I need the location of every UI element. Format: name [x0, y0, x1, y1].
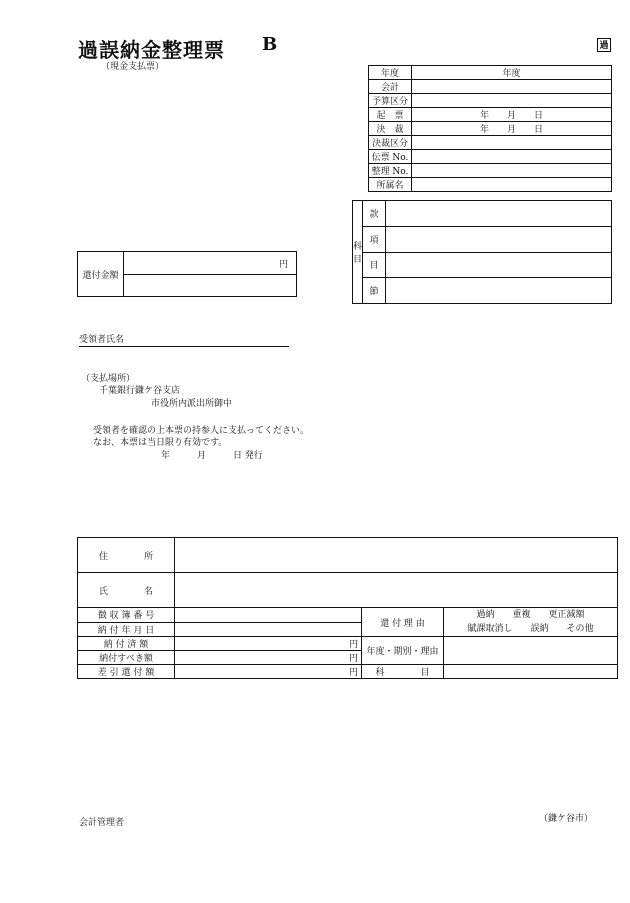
paid-amount-label: 納 付 済 額: [78, 637, 175, 651]
refund-unit: 円: [278, 260, 288, 270]
city-name: （鎌ケ谷市）: [539, 814, 594, 824]
form-type: B: [262, 34, 278, 55]
info-row: [369, 122, 612, 136]
recipient-label: 受領者氏名: [79, 335, 125, 345]
info-value: [412, 150, 612, 164]
yen-unit: 円: [348, 640, 358, 650]
yen-unit: 円: [348, 654, 358, 664]
info-row: [369, 164, 612, 178]
refund-reasons-line-2: 賦課取消し 誤納 その他: [467, 624, 594, 634]
info-label: 予算区分: [369, 94, 412, 108]
info-label: 決 裁: [369, 122, 412, 136]
due-amount-label: 納付すべき額: [78, 651, 175, 665]
paid-date-label: 納 付 年 月 日: [78, 622, 175, 637]
yen-unit: 円: [348, 668, 358, 678]
info-value: [412, 136, 612, 150]
address-label: 住 所: [78, 538, 175, 573]
info-value: [412, 164, 612, 178]
subject-label: 科 目: [362, 665, 444, 679]
recipient-name-line: [79, 332, 289, 347]
name-label: 氏 名: [78, 573, 175, 608]
refund-amount-value: [175, 665, 362, 679]
refund-amount-box: [77, 251, 297, 297]
refund-amount-label: 還付金額: [78, 252, 124, 296]
refund-reason-label: 還 付 理 由: [362, 608, 444, 637]
info-value: 年 月 日: [412, 122, 612, 136]
subject-row-value: [386, 278, 612, 304]
refund-divider: [123, 274, 296, 275]
info-label: 年度: [369, 66, 412, 80]
issue-date-line: 年 月 日 発行: [161, 451, 263, 461]
period-value: [444, 637, 618, 665]
info-label: 整理 No.: [369, 164, 412, 178]
info-row: [369, 108, 612, 122]
info-row: [369, 178, 612, 192]
info-value: [412, 178, 612, 192]
info-value: 年 月 日: [412, 108, 612, 122]
info-value: 年度: [412, 66, 612, 80]
payment-note-1: 受領者を確認の上本票の持参人に支払ってください。: [93, 426, 310, 436]
period-label: 年度・期別・理由: [362, 637, 444, 665]
payment-branch: 市役所内派出所御中: [151, 399, 233, 409]
info-row: [369, 136, 612, 150]
subject-row-value: [386, 252, 612, 278]
name-value: [175, 573, 618, 608]
refund-detail-table: [77, 537, 618, 679]
subject-row-label: 項: [363, 226, 386, 252]
collection-no-label: 徴 収 簿 番 号: [78, 608, 175, 623]
info-label: 決裁区分: [369, 136, 412, 150]
paid-amount-value: [175, 637, 362, 651]
subject-row-label: 節: [363, 278, 386, 304]
subject-side-top: 科: [353, 201, 363, 253]
collection-no-value: [175, 608, 362, 623]
info-table: [368, 65, 612, 192]
subject-row-value: [386, 201, 612, 227]
payment-place-label: （支払場所）: [81, 374, 136, 384]
info-label: 会計: [369, 80, 412, 94]
info-row: [369, 66, 612, 80]
subject-side-bottom: 目: [353, 252, 363, 304]
paid-date-value: [175, 622, 362, 637]
refund-amount-label-2: 差 引 還 付 額: [78, 665, 175, 679]
info-value: [412, 94, 612, 108]
payment-note-2: なお、本票は当日限り有効です。: [93, 438, 228, 448]
subject-row-value: [386, 226, 612, 252]
subject-value: [444, 665, 618, 679]
info-value: [412, 80, 612, 94]
info-label: 起 票: [369, 108, 412, 122]
subject-row-label: 款: [363, 201, 386, 227]
stamp-mark: 過: [597, 38, 611, 52]
accountant-label: 会計管理者: [79, 818, 125, 828]
page-title: 過誤納金整理票: [78, 38, 225, 62]
refund-reasons-line-1: 過納 重複 更正減額: [476, 610, 585, 620]
subject-table: [352, 200, 612, 304]
info-label: 所属名: [369, 178, 412, 192]
info-row: [369, 150, 612, 164]
subject-row-label: 目: [363, 252, 386, 278]
info-row: [369, 80, 612, 94]
due-amount-value: [175, 651, 362, 665]
address-value: [175, 538, 618, 573]
page-subtitle: （現金支払票）: [101, 62, 165, 72]
info-row: [369, 94, 612, 108]
payment-bank: 千葉銀行鎌ケ谷支店: [99, 386, 181, 396]
info-label: 伝票 No.: [369, 150, 412, 164]
refund-reasons: [444, 608, 618, 637]
